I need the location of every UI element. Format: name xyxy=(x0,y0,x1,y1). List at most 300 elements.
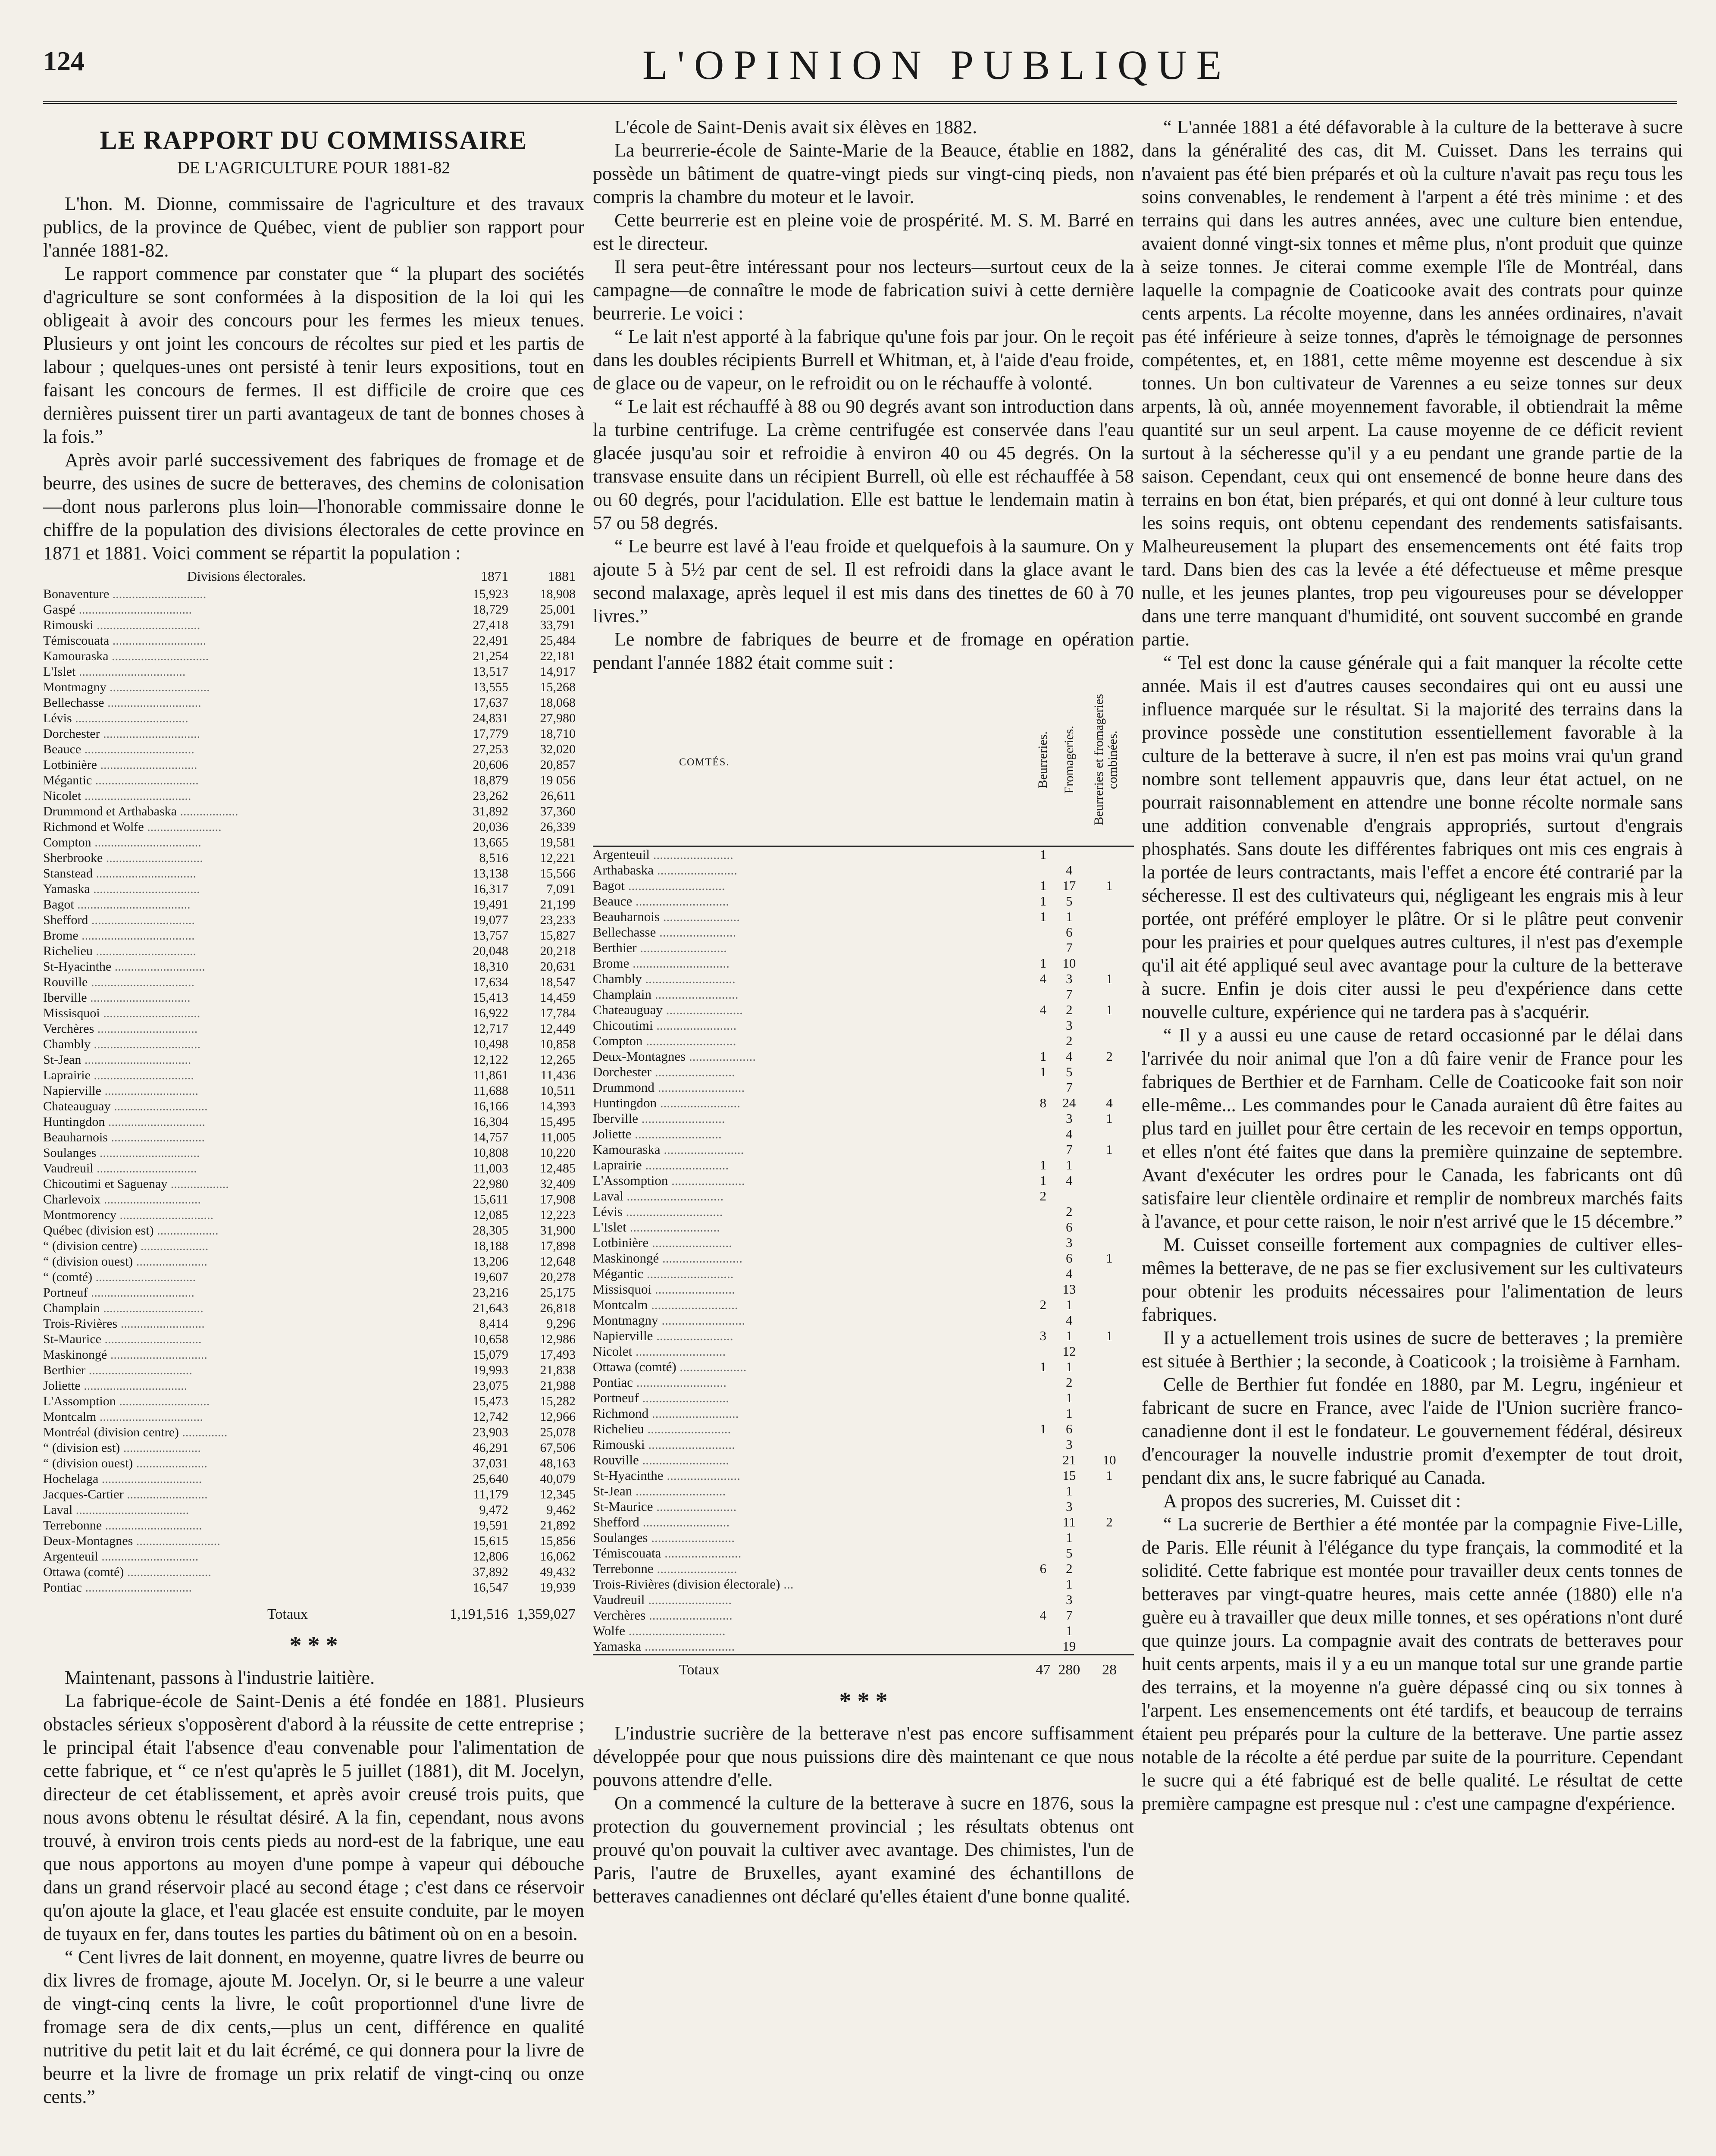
factories-combined: 4 xyxy=(1106,1095,1113,1110)
population-1871: 23,075 xyxy=(473,1379,508,1393)
population-row xyxy=(43,1471,584,1487)
population-row xyxy=(43,788,584,804)
population-row xyxy=(43,990,584,1006)
factories-butter: 1 xyxy=(1040,1157,1046,1172)
population-1881: 18,547 xyxy=(540,975,576,989)
factories-row xyxy=(593,1623,1134,1639)
factories-row xyxy=(593,1033,1134,1049)
population-1881: 14,459 xyxy=(540,990,576,1005)
population-division: Vaudreuil ............................... xyxy=(43,1161,197,1175)
population-1871: 18,729 xyxy=(473,602,508,617)
population-row xyxy=(43,1037,584,1052)
population-row xyxy=(43,1487,584,1502)
population-1881: 19,581 xyxy=(540,835,576,849)
population-division: Chateauguay ............................. xyxy=(43,1099,208,1113)
factories-cheese: 1 xyxy=(1065,1297,1073,1312)
population-row xyxy=(43,866,584,881)
population-1871: 15,611 xyxy=(473,1192,508,1206)
dairy-paragraphs-col2 xyxy=(593,116,1134,674)
population-division: Verchères ............................... xyxy=(43,1022,198,1036)
factories-combined xyxy=(1085,1219,1134,1235)
population-1871: 25,640 xyxy=(473,1472,508,1486)
population-division: Mégantic ................................ xyxy=(43,773,199,787)
factories-butter xyxy=(1033,1390,1053,1406)
factories-cheese: 12 xyxy=(1062,1344,1076,1359)
population-1871: 12,122 xyxy=(473,1053,508,1067)
factories-cheese: 5 xyxy=(1065,893,1073,909)
factories-county: Vaudreuil ......................... xyxy=(593,1592,732,1607)
population-1871: 24,831 xyxy=(473,711,508,725)
factories-county: Arthabaska ........................ xyxy=(593,862,737,877)
factories-row xyxy=(593,971,1134,987)
population-row xyxy=(43,1332,584,1347)
population-row xyxy=(43,1580,584,1595)
paragraph: “ Le lait est réchauffé à 88 ou 90 degrés avant son introduction dans la turbine centrifuge. La crème centrifugée est conservée dans l'eau glacée jusqu'au soir et refroidie à environ 40 ou 45 degrés. On la transvase ensuite dans un récipient Burrell, où elle est réchauffée à 58 ou 60 degrés, pour l'acidulation. Elle est battue le lendemain matin à 57 ou 58 degrés. xyxy=(593,396,1134,533)
population-1871: 11,688 xyxy=(473,1084,508,1098)
factories-combined xyxy=(1085,1437,1134,1452)
population-row xyxy=(43,586,584,602)
factories-combined xyxy=(1085,1623,1134,1639)
factories-cheese: 17 xyxy=(1062,878,1076,893)
factories-butter xyxy=(1033,1204,1053,1219)
population-row xyxy=(43,1192,584,1207)
population-row xyxy=(43,1145,584,1161)
population-row xyxy=(43,1363,584,1378)
population-1871: 18,310 xyxy=(473,959,508,974)
factories-cheese: 6 xyxy=(1065,1219,1073,1235)
factories-row xyxy=(593,1002,1134,1018)
population-1871: 15,923 xyxy=(473,587,508,601)
factories-row xyxy=(593,1608,1134,1623)
population-1881: 31,900 xyxy=(540,1223,576,1238)
population-1871: 13,138 xyxy=(473,866,508,881)
factories-county: Portneuf .......................... xyxy=(593,1390,730,1405)
factories-county: Huntingdon ........................ xyxy=(593,1095,740,1110)
intro-paragraphs xyxy=(43,192,584,565)
population-1871: 19,077 xyxy=(473,913,508,927)
population-division: Trois-Rivières .......................... xyxy=(43,1316,205,1331)
population-1871: 11,179 xyxy=(473,1487,508,1501)
factories-row xyxy=(593,1142,1134,1157)
population-row xyxy=(43,850,584,866)
factories-combined xyxy=(1085,909,1134,924)
factories-butter: 4 xyxy=(1040,1002,1046,1017)
factories-butter: 1 xyxy=(1040,1421,1046,1436)
factories-total-row xyxy=(593,1655,1134,1678)
population-1871: 22,491 xyxy=(473,633,508,648)
paragraph: L'école de Saint-Denis avait six élèves en 1882. xyxy=(614,116,977,138)
factories-cheese: 6 xyxy=(1065,924,1073,940)
factories-header-butter: Beurreries. xyxy=(1033,678,1053,846)
population-1871: 17,634 xyxy=(473,975,508,989)
dairy-paragraphs-col1 xyxy=(43,1666,584,2109)
population-1881: 25,484 xyxy=(540,633,576,648)
population-division: Charlevoix .............................. xyxy=(43,1192,201,1206)
factories-county: St-Maurice ........................ xyxy=(593,1499,737,1514)
population-1871: 15,473 xyxy=(473,1394,508,1408)
column-1 xyxy=(43,116,584,2109)
population-division: Ottawa (comté) .......................... xyxy=(43,1565,211,1579)
population-1871: 10,808 xyxy=(473,1146,508,1160)
population-1871: 12,085 xyxy=(473,1208,508,1222)
population-1871: 17,637 xyxy=(473,696,508,710)
population-1881: 21,838 xyxy=(540,1363,576,1377)
factories-cheese: 4 xyxy=(1065,1173,1073,1188)
paragraph: Le nombre de fabriques de beurre et de fromage en opération pendant l'année 1882 était comme suit : xyxy=(593,629,1134,673)
factories-butter xyxy=(1033,940,1053,956)
paragraph: La fabrique-école de Saint-Denis a été fondée en 1881. Plusieurs obstacles sérieux s'opposèrent d'abord à la réussite de cette entreprise ; le principal était l'absence d'eau convenable pour l'alimentation de cette fabrique, et “ ce n'est qu'après le 5 juillet (1881), dit M. Jocelyn, directeur de cet établissement, et après avoir creusé trois puits, que nous avons obtenu le résultat désiré. A la fin, cependant, nous avons trouvé, à environ trois cents pieds au nord-est de la fabrique, une eau que nous apportons au moyen d'une pompe à vapeur qui débouche dans un grand réservoir placé au second étage ; c'est dans ce réservoir qu'on ajoute la glace, et l'eau glacée est ensuite conduite, par le moyen de tuyaux en fer, dans toutes les parties du bâtiment où on en a besoin. xyxy=(43,1690,584,1944)
population-row xyxy=(43,602,584,617)
population-division: Témiscouata ............................. xyxy=(43,633,207,648)
factories-cheese: 2 xyxy=(1065,1561,1073,1576)
factories-cheese: 4 xyxy=(1065,1126,1073,1141)
population-1881: 16,062 xyxy=(540,1549,576,1564)
factories-butter xyxy=(1033,1623,1053,1639)
paragraph: Maintenant, passons à l'industrie laitière. xyxy=(65,1667,375,1688)
population-1881: 18,710 xyxy=(540,727,576,741)
population-1881: 25,001 xyxy=(540,602,576,617)
population-division: Iberville ............................... xyxy=(43,990,191,1005)
factories-county: Verchères ......................... xyxy=(593,1608,733,1623)
population-division: Berthier ................................ xyxy=(43,1363,192,1377)
population-1871: 16,922 xyxy=(473,1006,508,1020)
population-division: Joliette ................................ xyxy=(43,1379,188,1393)
population-1881: 21,892 xyxy=(540,1518,576,1532)
factories-county: Chicoutimi ........................ xyxy=(593,1018,737,1033)
factories-row xyxy=(593,1157,1134,1173)
factories-cheese: 7 xyxy=(1065,1608,1073,1623)
factories-county: Mégantic .......................... xyxy=(593,1266,734,1281)
population-1881: 21,199 xyxy=(540,897,576,912)
population-1871: 27,253 xyxy=(473,742,508,756)
factories-cheese: 1 xyxy=(1065,1530,1073,1545)
population-1871: 37,892 xyxy=(473,1565,508,1579)
population-1871: 18,188 xyxy=(473,1239,508,1253)
factories-cheese: 2 xyxy=(1065,1375,1073,1390)
population-division: Yamaska ................................. xyxy=(43,882,200,896)
factories-combined xyxy=(1085,1375,1134,1390)
factories-butter: 1 xyxy=(1040,1049,1046,1064)
article-title: LE RAPPORT DU COMMISSAIRE xyxy=(100,126,528,154)
population-row xyxy=(43,1409,584,1425)
population-1881: 14,393 xyxy=(540,1099,576,1113)
factories-cheese: 5 xyxy=(1065,1545,1073,1561)
population-1881: 15,282 xyxy=(540,1394,576,1408)
factories-butter xyxy=(1033,1250,1053,1266)
population-1871: 19,491 xyxy=(473,897,508,912)
population-division: St-Jean ................................. xyxy=(43,1053,191,1067)
factories-cheese: 7 xyxy=(1065,987,1073,1002)
factories-combined: 1 xyxy=(1106,971,1113,986)
page-number: 124 xyxy=(43,46,85,76)
population-1881: 9,296 xyxy=(546,1316,576,1331)
factories-cheese: 1 xyxy=(1065,1328,1073,1343)
population-division: Drummond et Arthabaska .................. xyxy=(43,804,238,818)
population-1881: 12,345 xyxy=(540,1487,576,1501)
population-row xyxy=(43,633,584,649)
factories-row xyxy=(593,1452,1134,1468)
factories-combined xyxy=(1085,1576,1134,1592)
paragraph: On a commencé la culture de la betterave à sucre en 1876, sous la protection du gouvernement provincial ; les résultats obtenus ont prouvé qu'on pouvait la cultiver avec avantage. Des chimistes, l'un de Paris, l'autre de Bruxelles, ayant examiné des échantillons de betteraves canadiennes ont déclaré qu'elles étaient d'une bonne qualité. xyxy=(593,1792,1134,1907)
population-row xyxy=(43,1223,584,1238)
population-1881: 17,493 xyxy=(540,1348,576,1362)
factories-row xyxy=(593,1126,1134,1142)
asterism-1: * * * xyxy=(289,1632,338,1659)
population-division: Bellechasse ............................. xyxy=(43,696,201,710)
factories-cheese: 1 xyxy=(1065,1359,1073,1374)
population-row xyxy=(43,742,584,757)
factories-combined xyxy=(1085,1390,1134,1406)
factories-row xyxy=(593,1499,1134,1514)
factories-row xyxy=(593,1437,1134,1452)
population-1871: 16,317 xyxy=(473,882,508,896)
factories-combined xyxy=(1085,1499,1134,1514)
population-row xyxy=(43,1099,584,1114)
factories-cheese: 4 xyxy=(1065,1313,1073,1328)
factories-butter: 4 xyxy=(1040,971,1046,986)
factories-row xyxy=(593,909,1134,924)
factories-row xyxy=(593,1204,1134,1219)
factories-table xyxy=(593,678,1134,1678)
population-1881: 33,791 xyxy=(540,618,576,632)
factories-butter: 1 xyxy=(1040,847,1046,862)
population-1871: 11,861 xyxy=(473,1068,508,1082)
factories-combined xyxy=(1085,1421,1134,1437)
population-1871: 12,742 xyxy=(473,1410,508,1424)
factories-cheese: 1 xyxy=(1065,1623,1073,1638)
factories-combined xyxy=(1085,1064,1134,1080)
column-3 xyxy=(1142,116,1683,1815)
paragraph: Il y a actuellement trois usines de sucre de betteraves ; la première est située à Berthier ; la seconde, à Coaticook ; la troisième à Farnham. xyxy=(1142,1327,1683,1372)
population-division: L'Assomption ............................ xyxy=(43,1394,210,1408)
paragraph: “ Cent livres de lait donnent, en moyenne, quatre livres de beurre ou dix livres de fromage, ajoute M. Jocelyn. Or, si le beurre a une valeur de vingt-cinq cents la livre, le coût proportionnel d'une livre de fromage sera de dix cents,—plus un cent, différence en qualité nutritive du petit lait et du lait écrémé, ce qui donnera pour la livre de beurre et la livre de fromage un prix relatif de vingt-cinq ou onze cents.” xyxy=(43,1946,584,2107)
population-row xyxy=(43,1533,584,1549)
paragraph: Celle de Berthier fut fondée en 1880, par M. Legru, ingénieur et fabricant de sucre en France, avec l'aide de l'Union sucrière franco-canadienne dont il est le fondateur. Le gouvernement fédéral, désireux d'encourager la nouvelle industrie promit d'exempter de tout droit, pendant dix ans, le sucre fabriqué au Canada. xyxy=(1142,1374,1683,1488)
factories-combined: 2 xyxy=(1106,1049,1113,1064)
population-table xyxy=(43,568,584,1622)
population-row xyxy=(43,649,584,664)
population-row xyxy=(43,1130,584,1145)
population-division: Missisquoi .............................. xyxy=(43,1006,200,1020)
population-1881: 27,980 xyxy=(540,711,576,725)
factories-row xyxy=(593,1561,1134,1576)
population-1881: 19,939 xyxy=(540,1580,576,1595)
factories-cheese: 15 xyxy=(1062,1468,1076,1483)
population-1881: 10,858 xyxy=(540,1037,576,1051)
factories-combined xyxy=(1085,1608,1134,1623)
factories-butter xyxy=(1033,987,1053,1002)
factories-combined xyxy=(1085,1406,1134,1421)
population-1881: 23,233 xyxy=(540,913,576,927)
population-row xyxy=(43,1316,584,1332)
population-row xyxy=(43,1378,584,1394)
population-1871: 16,304 xyxy=(473,1115,508,1129)
paragraph: “ Le beurre est lavé à l'eau froide et quelquefois à la saumure. On y ajoute 5 à 5½ par cent de sel. Il est refroidi dans la glace avant le second malaxage, après lequel il est mis dans des tinettes de 60 à 70 livres.” xyxy=(593,536,1134,627)
factories-combined: 10 xyxy=(1102,1452,1116,1467)
population-1881: 9,462 xyxy=(546,1503,576,1517)
population-1881: 12,223 xyxy=(540,1208,576,1222)
factories-county: Terrebonne ........................ xyxy=(593,1561,737,1576)
factories-combined xyxy=(1085,846,1134,863)
factories-row xyxy=(593,1344,1134,1359)
factories-combined xyxy=(1085,940,1134,956)
population-total-value: 1,191,516 xyxy=(450,1606,508,1622)
factories-combined xyxy=(1085,1204,1134,1219)
population-1871: 9,472 xyxy=(479,1503,508,1517)
factories-butter: 1 xyxy=(1040,893,1046,909)
population-division: Napierville ............................. xyxy=(43,1084,198,1098)
factories-combined xyxy=(1085,1266,1134,1282)
factories-cheese: 5 xyxy=(1065,1064,1073,1079)
population-1881: 20,857 xyxy=(540,758,576,772)
factories-cheese: 3 xyxy=(1065,1018,1073,1033)
population-row xyxy=(43,1207,584,1223)
factories-row xyxy=(593,862,1134,878)
population-division: Sherbrooke .............................. xyxy=(43,851,203,865)
population-row xyxy=(43,1518,584,1533)
factories-combined xyxy=(1085,1080,1134,1095)
population-row xyxy=(43,1021,584,1037)
header-rule xyxy=(43,101,1677,104)
factories-cheese: 19 xyxy=(1062,1639,1076,1654)
factories-county: Brome ............................. xyxy=(593,956,730,971)
population-1881: 12,449 xyxy=(540,1022,576,1036)
factories-row xyxy=(593,1421,1134,1437)
factories-combined xyxy=(1085,1530,1134,1545)
factories-cheese: 7 xyxy=(1065,940,1073,955)
population-1881: 25,175 xyxy=(540,1285,576,1300)
population-division: Beauharnois ............................. xyxy=(43,1130,205,1144)
population-row xyxy=(43,1269,584,1285)
factories-combined xyxy=(1085,1483,1134,1499)
population-row xyxy=(43,1456,584,1471)
population-row xyxy=(43,757,584,773)
population-row xyxy=(43,1502,584,1518)
factories-butter xyxy=(1033,924,1053,940)
factories-butter xyxy=(1033,1126,1053,1142)
factories-cheese: 3 xyxy=(1065,1437,1073,1452)
population-1871: 11,003 xyxy=(473,1161,508,1175)
population-total-label: Totaux xyxy=(267,1606,308,1622)
population-1871: 21,643 xyxy=(473,1301,508,1315)
population-row xyxy=(43,835,584,850)
page-header xyxy=(43,41,1682,88)
population-division: Montmagny ............................... xyxy=(43,680,210,694)
population-division: Chambly ................................. xyxy=(43,1037,200,1051)
factories-row xyxy=(593,1049,1134,1064)
paragraph: La beurrerie-école de Sainte-Marie de la Beauce, établie en 1882, possède un bâtiment de quatre-vingt pieds sur vingt-cinq pieds, non compris la chambre du moteur et le lavoir. xyxy=(593,140,1134,207)
factories-county: Berthier .......................... xyxy=(593,940,727,955)
population-division: Pontiac ................................. xyxy=(43,1580,192,1595)
population-division: Beauce .................................. xyxy=(43,742,194,756)
factories-county: Shefford .......................... xyxy=(593,1514,730,1529)
population-division: Portneuf ................................ xyxy=(43,1285,194,1300)
paragraph: “ Tel est donc la cause générale qui a fait manquer la récolte cette année. Mais il est d'autres causes secondaires qui ont eu aussi une influence marquée sur le résultat. Si la majorité des terrains dans la province possède une constitution essentiellement favorable à la culture de la betterave à sucre, il n'en est pas moins vrai qu'un grand nombre sont tellement appauvris que, dans leur état actuel, on ne pourrait raisonnablement en attendre une bonne récolte normale sans une addition convenable d'engrais appropriés, surtout d'engrais phosphatés. Sans doute les différentes fabriques ont mis ces engrais à la portée de leurs contractants, mais l'effet a encore été contrarié par la sécheresse. Il est des cultivateurs qui, négligeant les engrais mis à leur portée, ont préféré employer le plâtre. Or si le plâtre peut convenir pour les prairies et pour quelques autres cultures, il n'est pas d'exemple qu'il ait été appliqué seul avec avantage pour la culture de la betterave à sucre. Enfin je dois citer aussi le peu d'expérience dans cette nouvelle culture, expérience qui ne tardera pas à s'acquérir. xyxy=(1142,652,1683,1022)
population-division: Chicoutimi et Saguenay .................. xyxy=(43,1177,229,1191)
factories-row xyxy=(593,1530,1134,1545)
population-header-1881: 1881 xyxy=(548,568,576,584)
factories-county: Wolfe ............................. xyxy=(593,1623,726,1638)
publication-title: L'OPINION PUBLIQUE xyxy=(642,42,1231,88)
factories-cheese: 7 xyxy=(1065,1142,1073,1157)
factories-combined xyxy=(1085,924,1134,940)
population-row xyxy=(43,1052,584,1068)
population-1871: 13,206 xyxy=(473,1254,508,1269)
factories-county: Champlain ......................... xyxy=(593,987,739,1002)
population-header-division: Divisions électorales. xyxy=(187,568,306,584)
population-1871: 15,615 xyxy=(473,1534,508,1548)
population-1881: 17,784 xyxy=(540,1006,576,1020)
population-1881: 21,988 xyxy=(540,1379,576,1393)
population-division: Shefford ................................ xyxy=(43,913,195,927)
population-division: Soulanges ............................... xyxy=(43,1146,200,1160)
population-1881: 19 056 xyxy=(540,773,576,787)
factories-combined: 1 xyxy=(1106,1328,1113,1343)
population-division: “ (division est) ........................ xyxy=(43,1441,201,1455)
population-division: Lotbinière .............................. xyxy=(43,758,197,772)
factories-cheese: 13 xyxy=(1062,1282,1076,1297)
population-1871: 21,254 xyxy=(473,649,508,663)
population-division: Kamouraska .............................. xyxy=(43,649,209,663)
population-1871: 28,305 xyxy=(473,1223,508,1238)
population-division: “ (division ouest) ...................... xyxy=(43,1456,207,1470)
factories-county: Missisquoi ........................ xyxy=(593,1282,735,1297)
paragraph: “ Il y a aussi eu une cause de retard occasionné par le délai dans l'arrivée du noir animal que l'on a dû faire venir de France pour les fabriques de Berthier et de Farnham. Celle de Coaticooke fait son noir elle-même... Les commandes pour le Canada auraient dû être faites au plus tard en juillet pour être certain de les recevoir en temps opportun, et elles n'ont été faites que dans la première quinzaine de septembre. Avant d'exécuter les ordres pour le Canada, les fabricants ont dû satisfaire leur clientèle ordinaire et remplir de nombreux marchés faits à l'avance, et pour cette raison, le noir n'est arrivé que le 15 décembre.” xyxy=(1142,1025,1683,1232)
factories-cheese: 4 xyxy=(1065,1266,1073,1281)
factories-row xyxy=(593,1080,1134,1095)
population-1871: 20,606 xyxy=(473,758,508,772)
factories-combined xyxy=(1085,1018,1134,1033)
population-division: St-Maurice .............................. xyxy=(43,1332,202,1346)
factories-butter xyxy=(1033,1406,1053,1421)
factories-combined: 1 xyxy=(1106,1002,1113,1017)
population-row xyxy=(43,773,584,788)
paragraph: L'industrie sucrière de la betterave n'est pas encore suffisamment développée pour que nous puissions dire dès maintenant ce que nous pouvons attendre d'elle. xyxy=(593,1723,1134,1790)
factories-combined xyxy=(1085,1344,1134,1359)
factories-combined xyxy=(1085,1173,1134,1188)
factories-row xyxy=(593,893,1134,909)
population-1871: 17,779 xyxy=(473,727,508,741)
population-total-row xyxy=(43,1595,584,1622)
factories-county: Nicolet ........................... xyxy=(593,1344,726,1359)
population-1881: 20,218 xyxy=(540,944,576,958)
population-division: Québec (division est) ................... xyxy=(43,1223,219,1238)
population-1871: 10,498 xyxy=(473,1037,508,1051)
factories-row xyxy=(593,1111,1134,1126)
factories-butter xyxy=(1033,1592,1053,1608)
factories-combined xyxy=(1085,1033,1134,1049)
population-row xyxy=(43,912,584,928)
factories-row xyxy=(593,1514,1134,1530)
factories-county: Beauce ............................ xyxy=(593,893,729,909)
factories-cheese: 7 xyxy=(1065,1080,1073,1095)
population-1881: 25,078 xyxy=(540,1425,576,1439)
factories-butter xyxy=(1033,1266,1053,1282)
factories-cheese: 4 xyxy=(1065,862,1073,877)
factories-row xyxy=(593,878,1134,893)
population-1881: 7,091 xyxy=(546,882,576,896)
population-1871: 12,717 xyxy=(473,1022,508,1036)
factories-butter xyxy=(1033,1313,1053,1328)
population-division: Nicolet ................................. xyxy=(43,789,191,803)
factories-butter xyxy=(1033,1111,1053,1126)
factories-cheese: 3 xyxy=(1065,971,1073,986)
factories-combined xyxy=(1085,1188,1134,1204)
factories-county: Montcalm .......................... xyxy=(593,1297,738,1312)
population-1881: 12,986 xyxy=(540,1332,576,1346)
population-row xyxy=(43,1114,584,1130)
population-1881: 11,436 xyxy=(540,1068,576,1082)
